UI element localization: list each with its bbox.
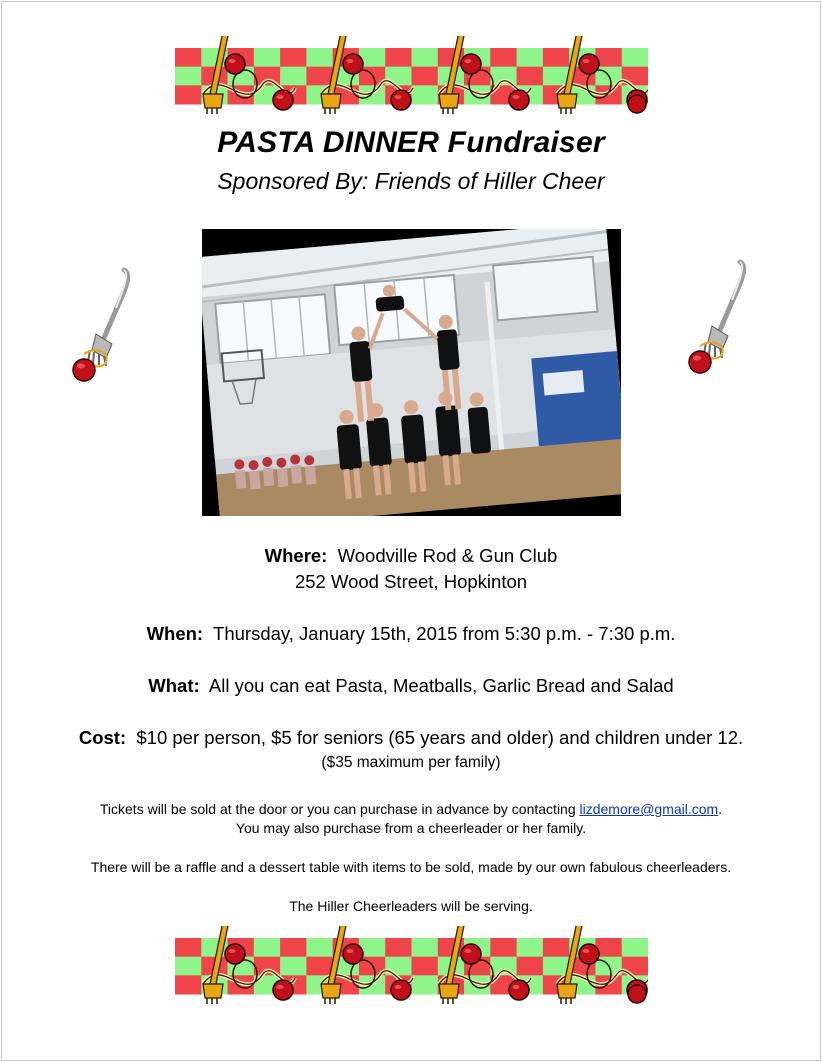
pasta-banner-bottom-icon xyxy=(175,926,648,1004)
serving-text: The Hiller Cheerleaders will be serving. xyxy=(289,898,533,914)
what-row xyxy=(0,675,822,697)
when-row xyxy=(0,623,822,645)
fork-meatball-right-icon xyxy=(684,258,754,380)
cost-note: ($35 maximum per family) xyxy=(321,754,501,771)
cheerleader-photo xyxy=(202,229,621,516)
where-label: Where: xyxy=(264,545,328,566)
email-link[interactable]: lizdemore@gmail.com xyxy=(579,801,719,817)
page-title: PASTA DINNER Fundraiser xyxy=(217,126,605,159)
page-subtitle: Sponsored By: Friends of Hiller Cheer xyxy=(217,168,605,194)
where-row xyxy=(0,545,822,567)
fork-meatball-left-icon xyxy=(66,266,136,388)
tickets-line-2: You may also purchase from a cheerleader or her family. xyxy=(235,820,587,836)
what-label: What: xyxy=(148,675,200,696)
tickets-period: . xyxy=(718,801,723,817)
tickets-text: Tickets will be sold at the door or you can purchase in advance by contacting xyxy=(99,801,576,817)
when-value: Thursday, January 15th, 2015 from 5:30 p.m. - 7:30 p.m. xyxy=(213,623,676,644)
cost-label: Cost: xyxy=(78,727,127,748)
cost-row xyxy=(0,727,822,749)
what-value: All you can eat Pasta, Meatballs, Garlic Bread and Salad xyxy=(208,675,674,696)
where-venue: Woodville Rod & Gun Club xyxy=(337,545,558,566)
tickets-line xyxy=(0,801,822,817)
pasta-banner-top-icon xyxy=(175,36,648,114)
when-label: When: xyxy=(146,623,204,644)
where-address: 252 Wood Street, Hopkinton xyxy=(294,571,528,592)
raffle-text: There will be a raffle and a dessert table with items to be sold, made by our own fabulous cheerleaders. xyxy=(90,859,732,875)
cost-value: $10 per person, $5 for seniors (65 years and older) and children under 12. xyxy=(136,727,744,748)
